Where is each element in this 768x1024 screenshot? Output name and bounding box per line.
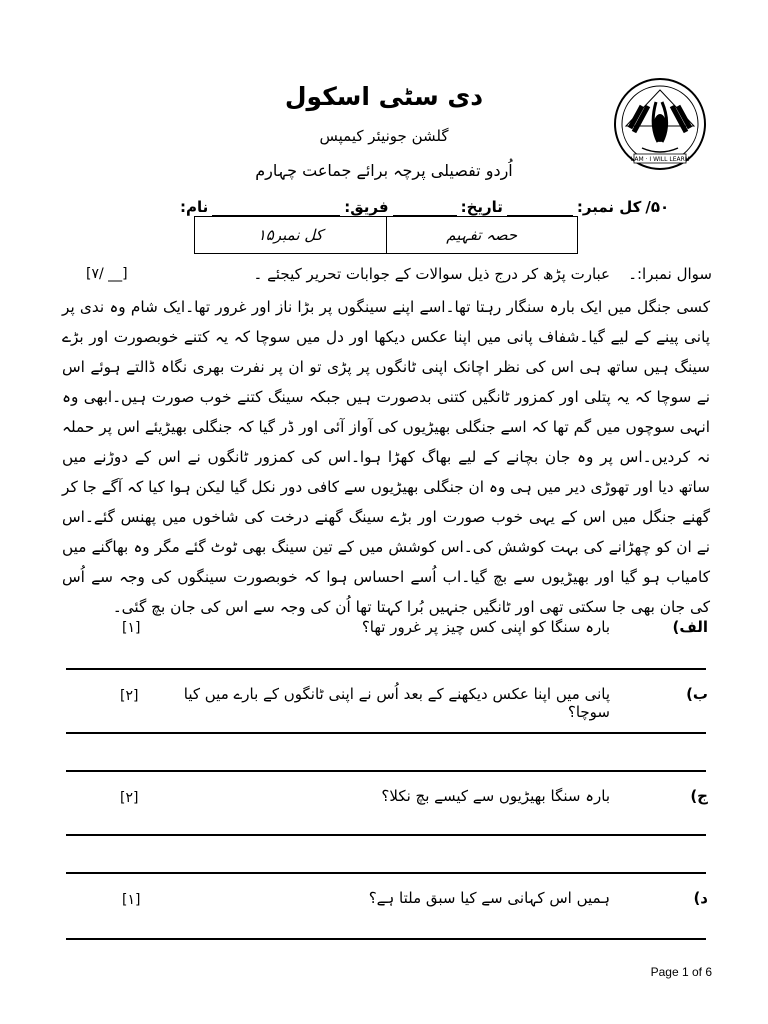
reading-passage: کسی جنگل میں ایک بارہ سنگار رہتا تھا۔اسے اپنے سینگوں پر بڑا ناز اور غرور تھا۔ایک شام وہ ندی پر پانی پینے کے لیے گیا۔شفاف پانی میں اپنا عکس دیکھا اور دل میں سوچا کہ یہ کتنے خوبصورت اور بڑے سینگ ہیں ساتھ ہی اس کی نظر اچانک اپنی ٹانگوں پر پڑی تو ان پر نفرت بھری نگاہ ڈالتے ہوئے اس نے سوچا کہ یہ پتلی اور کمزور ٹانگیں کتنی بدصورت ہیں جبکہ سینگ کتنے خوب صورت ہیں۔ابھی وہ انہی سوچوں میں گم تھا کہ اسے جنگلی بھیڑیوں کی آواز آئی اور ڈر گیا کہ جنگلی بھیڑیئے اس پر حملہ نہ کردیں۔اس پر وہ جان بچانے کے لیے بھاگ کھڑا ہوا۔اس کی کمزور ٹانگوں نے اس کے دوڑنے میں ساتھ دیا اور تھوڑی دیر میں ہی وہ ان جنگلی بھیڑیوں سے کافی دور نکل گیا لیکن ہوا کیا کہ آگے جا کر گھنے جنگل میں اس کے یہی خوب صورت اور بڑے سینگ گھنے درخت کی شاخوں میں پھنس گئے۔اس نے ان کو چھڑانے کی بہت کوشش کی۔اس کوشش میں کے تین سینگ بھی ٹوٹ گئے مگر وہ بھاگنے میں کامیاب ہو گیا اور بھیڑیوں سے بچ گیا۔اب اُسے احساس ہوا کہ خوبصورت سینگوں کی وجہ سے اُس کی جان بھی جا سکتی تھی اور ٹانگیں جنہیں بُرا کہتا تھا اُن کی وجہ سے اس کی جان بچ گئی۔ <box>62 298 710 616</box>
answer-line[interactable] <box>66 834 706 836</box>
answer-line[interactable] <box>66 872 706 874</box>
section-part-cell: حصہ تفہیم <box>446 226 518 244</box>
sub-question-marks: [۲] <box>120 688 139 704</box>
sub-question-marks: [۲] <box>120 790 139 806</box>
school-name: دی سٹی اسکول <box>284 82 484 111</box>
sub-question-letter: الف) <box>672 618 708 636</box>
date-field[interactable] <box>507 201 573 216</box>
date-label: تاریخ: <box>460 198 503 216</box>
question-number: سوال نمبرا:۔ <box>628 265 712 283</box>
campus-name: گلشن جونیئر کیمپس <box>319 127 449 145</box>
svg-text:I AM · I WILL LEARN: I AM · I WILL LEARN <box>630 156 690 163</box>
section-label: فریق: <box>344 198 389 216</box>
answer-line[interactable] <box>66 668 706 670</box>
sub-question-text: ہمیں اس کہانی سے کیا سبق ملتا ہے؟ <box>368 889 610 907</box>
total-marks-label: کل نمبر: <box>576 198 642 216</box>
answer-line[interactable] <box>66 770 706 772</box>
section-field[interactable] <box>393 201 457 216</box>
section-marks-cell: کل نمبر۱۵ <box>195 217 387 253</box>
sub-question-marks: [۱] <box>122 620 141 636</box>
sub-question-text: بارہ سنگا کو اپنی کس چیز پر غرور تھا؟ <box>361 618 610 636</box>
question-marks: [۷/ __] <box>86 266 128 282</box>
name-field[interactable] <box>212 201 340 216</box>
sub-question-marks: [۱] <box>122 892 141 908</box>
sub-question-text: بارہ سنگا بھیڑیوں سے کیسے بچ نکلا؟ <box>381 787 610 805</box>
paper-title: اُردو تفصیلی پرچہ برائے جماعت چہارم <box>255 161 513 180</box>
section-table <box>194 216 578 254</box>
student-info-row <box>180 194 708 216</box>
answer-line[interactable] <box>66 938 706 940</box>
answer-line[interactable] <box>66 732 706 734</box>
sub-question-letter: ج) <box>690 787 708 805</box>
school-logo <box>612 76 708 172</box>
total-marks-value: ۵۰/ <box>645 198 670 216</box>
sub-question-text: پانی میں اپنا عکس دیکھنے کے بعد اُس نے اپنی ٹانگوں کے بارے میں کیا سوچا؟ <box>183 685 610 721</box>
sub-question-letter: د) <box>693 889 708 907</box>
sub-question-letter: ب) <box>686 685 708 703</box>
question-instruction: عبارت پڑھ کر درج ذیل سوالات کے جوابات تحریر کیجئے ۔ <box>253 265 610 283</box>
name-label: نام: <box>180 198 209 216</box>
page-number: Page 1 of 6 <box>650 965 712 979</box>
